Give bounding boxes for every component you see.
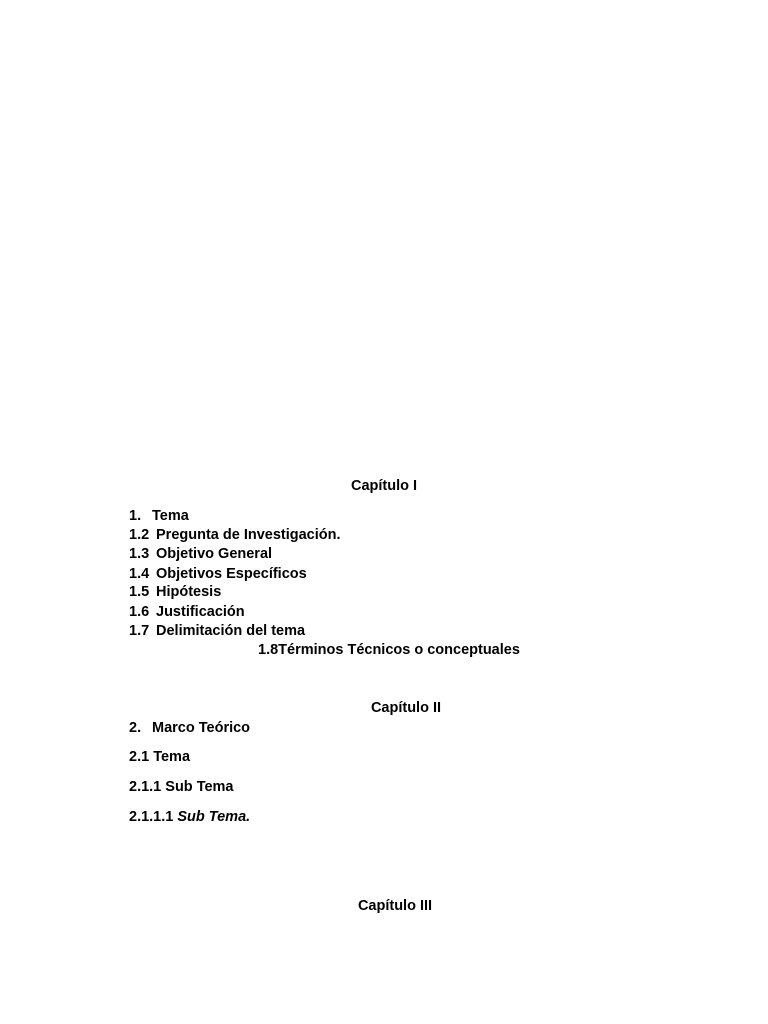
toc-item-number: 2.1.1.1 — [129, 809, 174, 825]
toc-item-number: 1.5 — [129, 584, 150, 600]
chapter-1-heading: Capítulo I — [350, 478, 418, 494]
toc-item-2-1 — [129, 748, 190, 766]
toc-item-number: 2.1.1 — [129, 779, 162, 795]
toc-item-label: Tema — [153, 749, 191, 765]
toc-item-label: Sub Tema. — [177, 809, 251, 825]
toc-item-number: 1.6 — [129, 604, 150, 620]
toc-item-label: Sub Tema — [165, 779, 234, 795]
toc-item-number: 1.8 — [258, 642, 279, 658]
toc-item-1-2 — [129, 526, 341, 544]
toc-item-1-5 — [129, 583, 221, 601]
toc-item-1-3 — [129, 545, 272, 563]
toc-item-number: 2. — [129, 720, 142, 736]
toc-item-label: Términos Técnicos o conceptuales — [278, 642, 520, 658]
toc-item-2 — [129, 719, 250, 737]
toc-item-number: 1.3 — [129, 546, 150, 562]
toc-item-1-4 — [129, 565, 307, 583]
toc-item-number: 1.4 — [129, 566, 150, 582]
toc-item-number: 1.2 — [129, 527, 150, 543]
chapter-2-heading: Capítulo II — [370, 700, 442, 716]
toc-item-label: Objetivo General — [156, 546, 273, 562]
toc-item-label: Delimitación del tema — [156, 623, 306, 639]
toc-item-label: Hipótesis — [156, 584, 222, 600]
toc-item-2-1-1-1 — [129, 808, 250, 826]
toc-item-1-8 — [258, 641, 520, 659]
toc-item-label: Pregunta de Investigación. — [156, 527, 341, 543]
toc-item-1-7 — [129, 622, 305, 640]
toc-item-label: Tema — [152, 508, 189, 524]
toc-item-number: 1.7 — [129, 623, 150, 639]
chapter-3-heading: Capítulo III — [357, 898, 433, 914]
toc-item-number: 2.1 — [129, 749, 150, 765]
toc-item-label: Justificación — [156, 604, 245, 620]
toc-item-1-6 — [129, 603, 245, 621]
toc-item-1 — [129, 507, 189, 525]
toc-item-label: Objetivos Específicos — [156, 566, 307, 582]
toc-item-label: Marco Teórico — [152, 720, 251, 736]
toc-item-2-1-1 — [129, 778, 234, 796]
toc-item-number: 1. — [129, 508, 142, 524]
